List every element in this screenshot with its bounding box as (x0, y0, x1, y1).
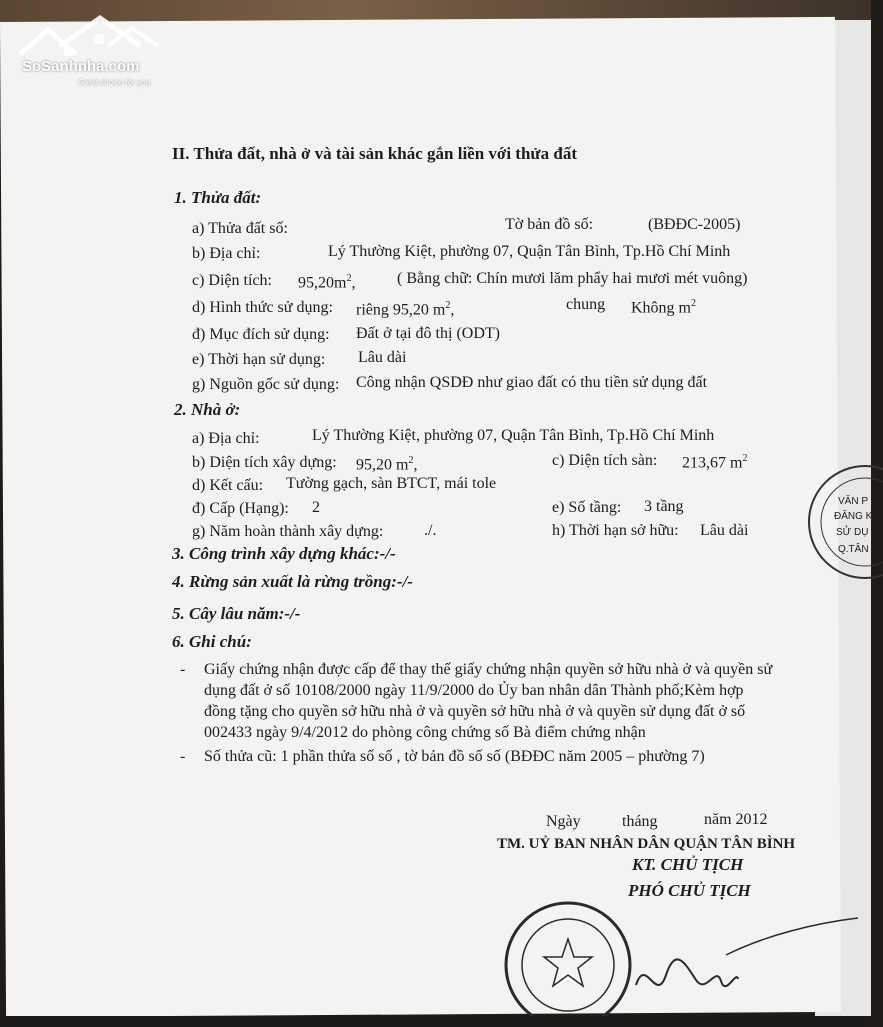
house-grade-label: đ) Cấp (Hạng): (192, 500, 289, 517)
land-area-value: $95,20m^2$, (298, 273, 356, 292)
house-structure-value: Tường gạch, sàn BTCT, mái tole (286, 475, 497, 492)
land-area-label: c) Diện tích: (192, 272, 272, 289)
land-address-value: Lý Thường Kiệt, phường 07, Quận Tân Bình, Tp.Hồ Chí Minh (328, 243, 731, 260)
signature-scribble (626, 915, 866, 1015)
vice-chairman: PHÓ CHỦ TỊCH (628, 881, 751, 900)
land-origin-value: Công nhận QSDĐ như giao đất có thu tiền sử dụng đất (356, 374, 708, 391)
house-floor-area-value: 213,67 $m^2$ (682, 453, 748, 472)
land-origin-label: g) Nguồn gốc sử dụng: (192, 376, 340, 393)
side-stamp-text-1: VĂN P (838, 496, 869, 507)
house-build-area-label: b) Diện tích xây dựng: (192, 454, 337, 471)
note2-line: Số thửa cũ: 1 phần thửa số số , tờ bản đồ số số (BĐĐC năm 2005 – phường 7) (204, 748, 705, 765)
land-term-label: e) Thời hạn sử dụng: (192, 351, 326, 368)
side-stamp-text-2: ĐĂNG KÝ (834, 511, 880, 522)
land-area-words: ( Bằng chữ: Chín mươi lăm phẩy hai mươi mét vuông) (397, 270, 748, 287)
land-parcel-label: a) Thửa đất số: (192, 220, 288, 237)
house-floors-value: 3 tầng (644, 498, 684, 515)
official-seal-icon (498, 895, 638, 1025)
note1-line2: dụng đất ở số 10108/2000 ngày 11/9/2000 do Ủy ban nhân dân Thành phố;Kèm hợp (204, 682, 744, 699)
house-structure-label: d) Kết cấu: (192, 477, 264, 494)
forest-line: 4. Rừng sản xuất là rừng trồng:-/- (172, 572, 413, 591)
note1-line1: Giấy chứng nhận được cấp để thay thế giấy chứng nhận quyền sở hữu nhà ở và quyền sử (204, 661, 773, 678)
house-address-value: Lý Thường Kiệt, phường 07, Quận Tân Bình, Tp.Hồ Chí Minh (312, 427, 715, 444)
house-floors-label: e) Số tầng: (552, 499, 622, 516)
logo-brand: SoSanhnha.com (22, 58, 140, 75)
side-stamp-text-3: SỬ DỤ (836, 527, 869, 538)
house-completion-label: g) Năm hoàn thành xây dựng: (192, 523, 384, 540)
note-bullet: - (180, 661, 186, 678)
perennial-line: 5. Cây lâu năm:-/- (172, 604, 301, 623)
house-ownership-term-value: Lâu dài (700, 522, 749, 539)
date-month-label: tháng (622, 813, 658, 830)
note1-line4: 002433 ngày 9/4/2012 do phòng công chứng số Bà điểm chứng nhận (204, 724, 646, 741)
logo-tagline: Great choice for you (78, 78, 151, 87)
land-usage-private: riêng 95,20 $m^2$, (356, 300, 455, 319)
land-map-value: (BĐĐC-2005) (648, 216, 741, 233)
other-works-line: 3. Công trình xây dựng khác:-/- (172, 544, 396, 563)
land-purpose-label: đ) Mục đích sử dụng: (192, 326, 330, 343)
section-title: II. Thửa đất, nhà ở và tài sản khác gắn liền với thửa đất (172, 144, 577, 163)
land-usage-form-label: d) Hình thức sử dụng: (192, 299, 333, 316)
house-address-label: a) Địa chỉ: (192, 430, 260, 447)
land-address-label: b) Địa chỉ: (192, 245, 261, 262)
house-ownership-term-label: h) Thời hạn sở hữu: (552, 522, 679, 539)
authority-line: TM. UỶ BAN NHÂN DÂN QUẬN TÂN BÌNH (497, 836, 796, 852)
date-day-label: Ngày (546, 813, 581, 830)
house-build-area-value: 95,20 $m^2$, (356, 455, 418, 474)
house-completion-value: ./. (424, 522, 437, 539)
side-stamp-text-4: Q.TÂN (838, 544, 869, 555)
date-year: năm 2012 (704, 811, 768, 828)
notes-heading: 6. Ghi chú: (172, 632, 252, 651)
house-floor-area-label: c) Diện tích sàn: (552, 452, 658, 469)
land-term-value: Lâu dài (358, 349, 407, 366)
land-usage-shared-value: Không $m^2$ (631, 298, 696, 317)
house-grade-value: 2 (312, 499, 320, 516)
land-usage-shared-label: chung (566, 296, 606, 313)
land-purpose-value: Đất ở tại đô thị (ODT) (356, 325, 500, 342)
house-heading: 2. Nhà ở: (174, 400, 241, 419)
note-bullet: - (180, 748, 186, 765)
land-map-label: Tờ bản đồ số: (505, 216, 594, 233)
note1-line3: đồng tặng cho quyền sở hữu nhà ở và quyền sở hữu nhà ở và quyền sử dụng đất ở số (204, 703, 746, 720)
bottom-bar (0, 1016, 871, 1027)
kt-chairman: KT. CHỦ TỊCH (632, 855, 744, 874)
land-heading: 1. Thửa đất: (174, 188, 262, 207)
